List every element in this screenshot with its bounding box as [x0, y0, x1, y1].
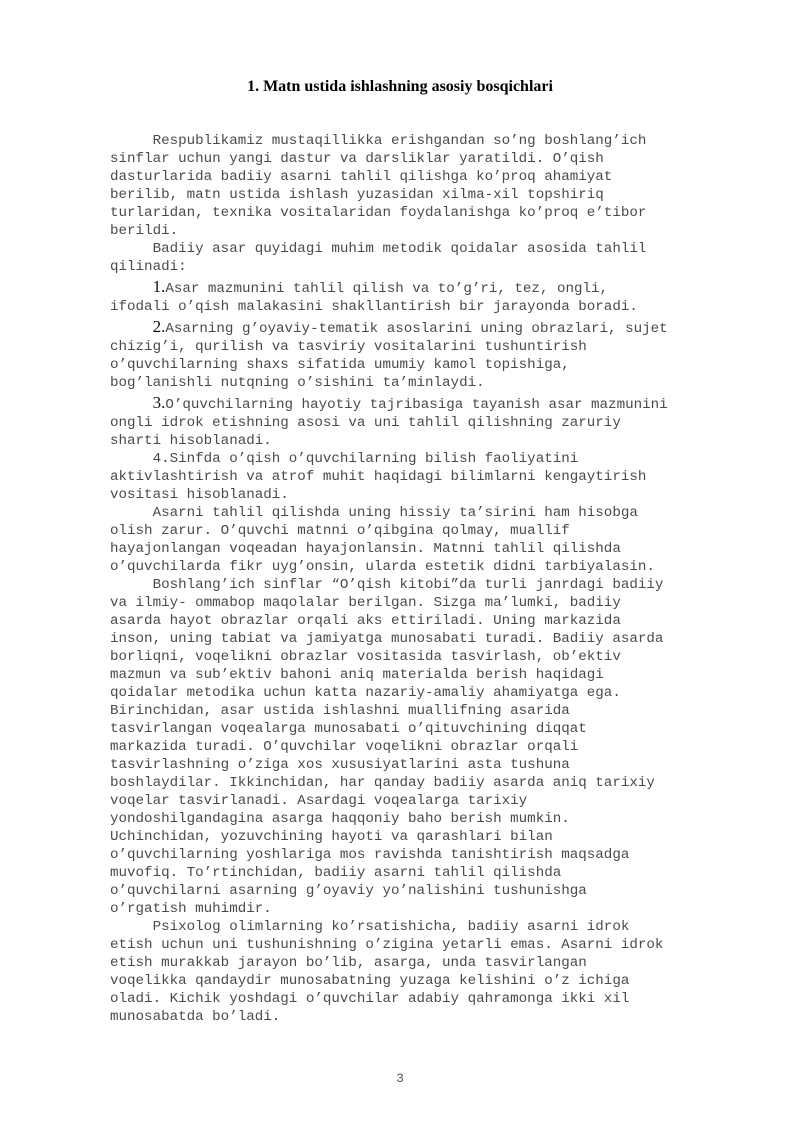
text-line: sinflar uchun yangi dastur va darsliklar yaratildi. O’qish — [110, 151, 604, 167]
text-line: berilib, matn ustida ishlash yuzasidan xilma-xil topshiriq — [110, 187, 604, 203]
text-line: sharti hisoblanadi. — [110, 433, 272, 449]
text-line: markazida turadi. O’quvchilar voqelikni obrazlar orqali — [110, 739, 579, 755]
text-line: o’quvchilarda fikr uyg’onsin, ularda estetik didni tarbiyalasin. — [110, 559, 655, 575]
line-text: O’quvchilarning hayotiy tajribasiga tayanish asar mazmunini — [165, 397, 668, 413]
paragraph — [110, 240, 750, 276]
text-line: o’rgatish muhimdir. — [110, 901, 272, 917]
line-text: Asarning g’oyaviy-tematik asoslarini uning obrazlari, sujet — [165, 321, 668, 337]
page-title: 1. Matn ustida ishlashning asosiy bosqichlari — [247, 78, 553, 95]
text-line — [110, 318, 750, 338]
text-line: tasvirlashning o’ziga xos xususiyatlarini asta tushuna — [110, 757, 570, 773]
text-line: inson, uning tabiat va jamiyatga munosabati turadi. Badiiy asarda — [110, 631, 664, 647]
text-line: turlaridan, texnika vositalaridan foydalanishga ko’proq e’tibor — [110, 205, 647, 221]
line-text: Asar mazmunini tahlil qilish va to’g’ri, tez, ongli, — [165, 281, 609, 297]
text-line — [110, 394, 750, 414]
paragraph — [110, 132, 750, 240]
list-number: 2. — [152, 317, 166, 336]
text-line: asarda hayot obrazlar orqali aks ettiriladi. Uning markazida — [110, 613, 621, 629]
paragraph — [110, 394, 750, 450]
list-number: 1. — [152, 277, 166, 296]
text-line: voqelar tasvirlanadi. Asardagi voqealarga tarixiy — [110, 793, 528, 809]
text-line: chizig’i, qurilish va tasviriy vositalarini tushuntirish — [110, 339, 587, 355]
paragraph — [110, 918, 750, 1026]
text-line: qilinadi: — [110, 259, 187, 275]
page-number: 3 — [396, 1071, 404, 1086]
text-line: mazmun va sub’ektiv bahoni aniq materialda berish haqidagi — [110, 667, 604, 683]
text-line: borliqni, voqelikni obrazlar vositasida tasvirlash, ob’ektiv — [110, 649, 621, 665]
text-line: boshlaydilar. Ikkinchidan, har qanday badiiy asarda aniq tarixiy — [110, 775, 655, 791]
text-line: Psixolog olimlarning ko’rsatishicha, badiiy asarni idrok — [110, 919, 630, 935]
paragraph — [110, 504, 750, 576]
paragraph — [110, 318, 750, 392]
text-line: o’quvchilarni asarning g’oyaviy yo’nalishini tushunishga — [110, 883, 587, 899]
text-line: Boshlang’ich sinflar “O’qish kitobi”da turli janrdagi badiiy — [110, 577, 664, 593]
text-line: ongli idrok etishning asosi va uni tahlil qilishning zaruriy — [110, 415, 621, 431]
text-line: etish uchun uni tushunishning o’zigina yetarli emas. Asarni idrok — [110, 937, 664, 953]
text-line: munosabatda bo’ladi. — [110, 1009, 281, 1025]
text-line: vositasi hisoblanadi. — [110, 487, 289, 503]
text-line: aktivlashtirish va atrof muhit haqidagi bilimlarni kengaytirish — [110, 469, 647, 485]
text-line: tasvirlangan voqealarga munosabati o’qituvchining diqqat — [110, 721, 587, 737]
text-line: voqelikka qandaydir munosabatning yuzaga kelishini o’z ichiga — [110, 973, 630, 989]
text-line: muvofiq. To’rtinchidan, badiiy asarni tahlil qilishda — [110, 865, 562, 881]
paragraph — [110, 278, 750, 316]
text-line: o’quvchilarning yoshlariga mos ravishda tanishtirish maqsadga — [110, 847, 630, 863]
text-line: berildi. — [110, 223, 179, 239]
text-line: Uchinchidan, yozuvchining hayoti va qarashlari bilan — [110, 829, 553, 845]
text-line: hayajonlangan voqeadan hayajonlansin. Matnni tahlil qilishda — [110, 541, 621, 557]
text-line: ifodali o’qish malakasini shakllantirish bir jarayonda boradi. — [110, 299, 638, 315]
text-line: qoidalar metodika uchun katta nazariy-amaliy ahamiyatga ega. — [110, 685, 621, 701]
text-line: etish murakkab jarayon bo’lib, asarga, unda tasvirlangan — [110, 955, 587, 971]
text-line — [110, 278, 750, 298]
text-line: yondoshilgandagina asarga haqqoniy baho berish mumkin. — [110, 811, 570, 827]
paragraph — [110, 450, 750, 504]
text-line: 4.Sinfda o’qish o’quvchilarning bilish faoliyatini — [110, 451, 579, 467]
text-line: Badiiy asar quyidagi muhim metodik qoidalar asosida tahlil — [110, 241, 647, 257]
text-line: bog’lanishli nutqning o’sishini ta’minlaydi. — [110, 375, 485, 391]
text-line: o’quvchilarning shaxs sifatida umumiy kamol topishiga, — [110, 357, 570, 373]
text-line: va ilmiy- ommabop maqolalar berilgan. Sizga ma’lumki, badiiy — [110, 595, 621, 611]
text-line: Respublikamiz mustaqillikka erishgandan so’ng boshlang’ich — [110, 133, 647, 149]
list-number: 3. — [152, 393, 166, 412]
text-line: olish zarur. O’quvchi matnni o’qibgina qolmay, muallif — [110, 523, 570, 539]
body-text — [110, 132, 750, 1026]
text-line: Birinchidan, asar ustida ishlashni muallifning asarida — [110, 703, 570, 719]
text-line: oladi. Kichik yoshdagi o’quvchilar adabiy qahramonga ikki xil — [110, 991, 630, 1007]
paragraph — [110, 576, 750, 918]
text-line: Asarni tahlil qilishda uning hissiy ta’sirini ham hisobga — [110, 505, 638, 521]
text-line: dasturlarida badiiy asarni tahlil qilishga ko’proq ahamiyat — [110, 169, 613, 185]
